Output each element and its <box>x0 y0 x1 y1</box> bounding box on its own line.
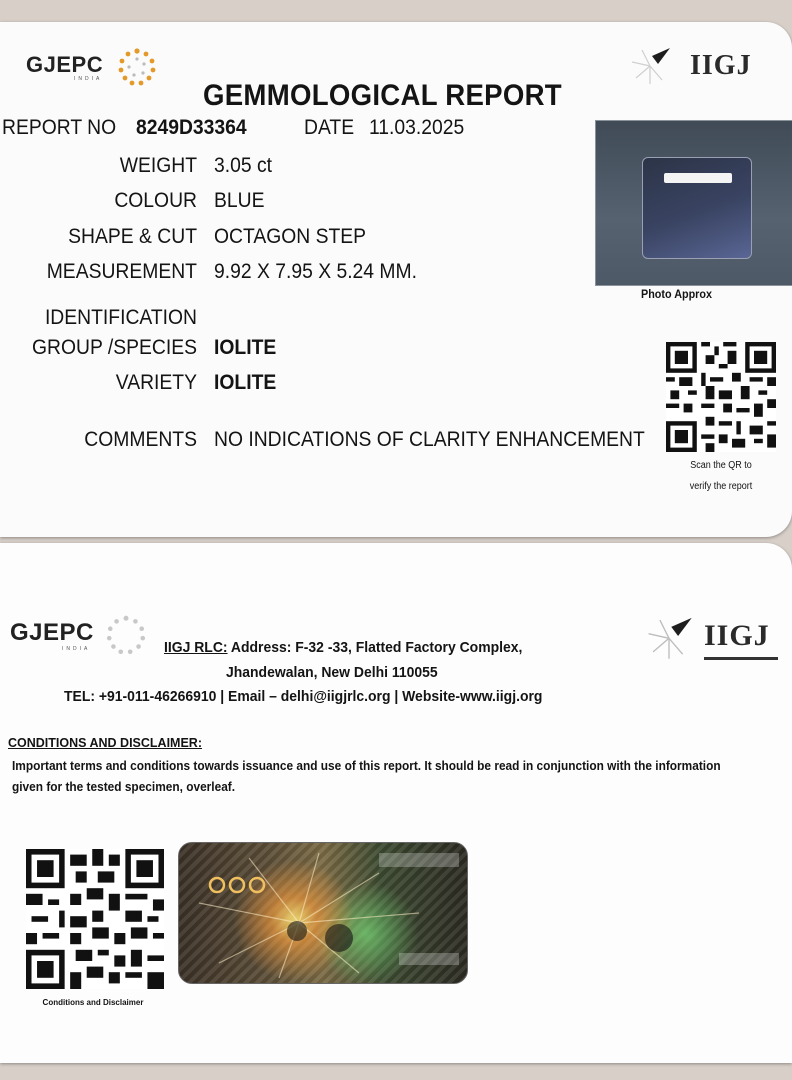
gjepc-logo <box>26 52 104 82</box>
colour-value: BLUE <box>214 189 265 212</box>
identification-label: IDENTIFICATION <box>44 306 198 329</box>
qr-code-icon <box>666 342 776 452</box>
gjepc-logo-text: GJEPC <box>26 52 104 77</box>
iigj-star-back-icon <box>644 611 694 661</box>
variety-label: VARIETY <box>115 371 197 394</box>
gjepc-logo-sub: INDIA <box>74 76 103 82</box>
report-title: GEMMOLOGICAL REPORT <box>203 79 562 112</box>
rlc-label: IIGJ RLC: <box>164 639 228 656</box>
photo-caption: Photo Approx <box>641 287 713 301</box>
iigj-star-icon <box>628 42 672 86</box>
weight-label: WEIGHT <box>119 154 197 177</box>
address-text: Address: F-32 -33, Flatted Factory Complex, <box>227 639 523 656</box>
qr-code-back-icon <box>26 849 164 989</box>
comments-value: NO INDICATIONS OF CLARITY ENHANCEMENT <box>214 428 645 451</box>
security-hologram <box>178 842 468 984</box>
qr-caption-line1: Scan the QR to <box>690 460 752 471</box>
group-species-label: GROUP /SPECIES <box>32 336 198 359</box>
contact-line: TEL: +91-011-46266910 | Email – delhi@iigjrlc.org | Website-www.iigj.org <box>64 688 543 705</box>
hologram-pattern-icon <box>179 843 467 983</box>
comments-label: COMMENTS <box>84 428 197 451</box>
address-line2: Jhandewalan, New Delhi 110055 <box>226 664 438 681</box>
iigj-underline <box>704 657 778 660</box>
report-card-front <box>0 22 792 537</box>
measurement-value: 9.92 X 7.95 X 5.24 MM. <box>214 260 417 283</box>
gjepc-logo-back <box>10 619 94 652</box>
shape-cut-value: OCTAGON STEP <box>214 225 367 248</box>
iigj-logo-back <box>644 607 789 667</box>
variety-value: IOLITE <box>214 371 277 394</box>
iigj-logo-text: IIGJ <box>690 50 752 81</box>
address-line1 <box>164 639 522 656</box>
measurement-label: MEASUREMENT <box>46 260 197 283</box>
verify-qr-code[interactable] <box>666 342 776 452</box>
conditions-qr-caption: Conditions and Disclaimer <box>42 998 144 1007</box>
group-species-value: IOLITE <box>214 336 277 359</box>
gem-reflection <box>664 173 732 183</box>
date-value: 11.03.2025 <box>369 116 465 139</box>
gjepc-logo-back-sub: INDIA <box>62 646 91 652</box>
report-no-value: 8249D33364 <box>136 116 247 139</box>
report-card-back <box>0 543 792 1063</box>
conditions-heading: CONDITIONS AND DISCLAIMER: <box>8 736 202 750</box>
qr-caption-line2: verify the report <box>689 481 753 492</box>
date-label: DATE <box>304 116 355 139</box>
iigj-logo-back-text: IIGJ <box>704 619 770 652</box>
gem-photo <box>595 120 792 286</box>
gjepc-logo-back-text: GJEPC <box>10 619 94 646</box>
conditions-text: Important terms and conditions towards issuance and use of this report. It should be read in conjunction with the information given for the tested specimen, overleaf. <box>12 759 721 794</box>
weight-value: 3.05 ct <box>214 154 273 177</box>
gjepc-sunburst-back-icon <box>104 613 148 657</box>
report-no-label: REPORT NO <box>2 116 117 139</box>
iigj-logo <box>628 40 778 90</box>
gjepc-sunburst-icon <box>116 46 158 88</box>
conditions-qr-code[interactable] <box>26 849 164 989</box>
shape-cut-label: SHAPE & CUT <box>68 225 198 248</box>
colour-label: COLOUR <box>114 189 197 212</box>
